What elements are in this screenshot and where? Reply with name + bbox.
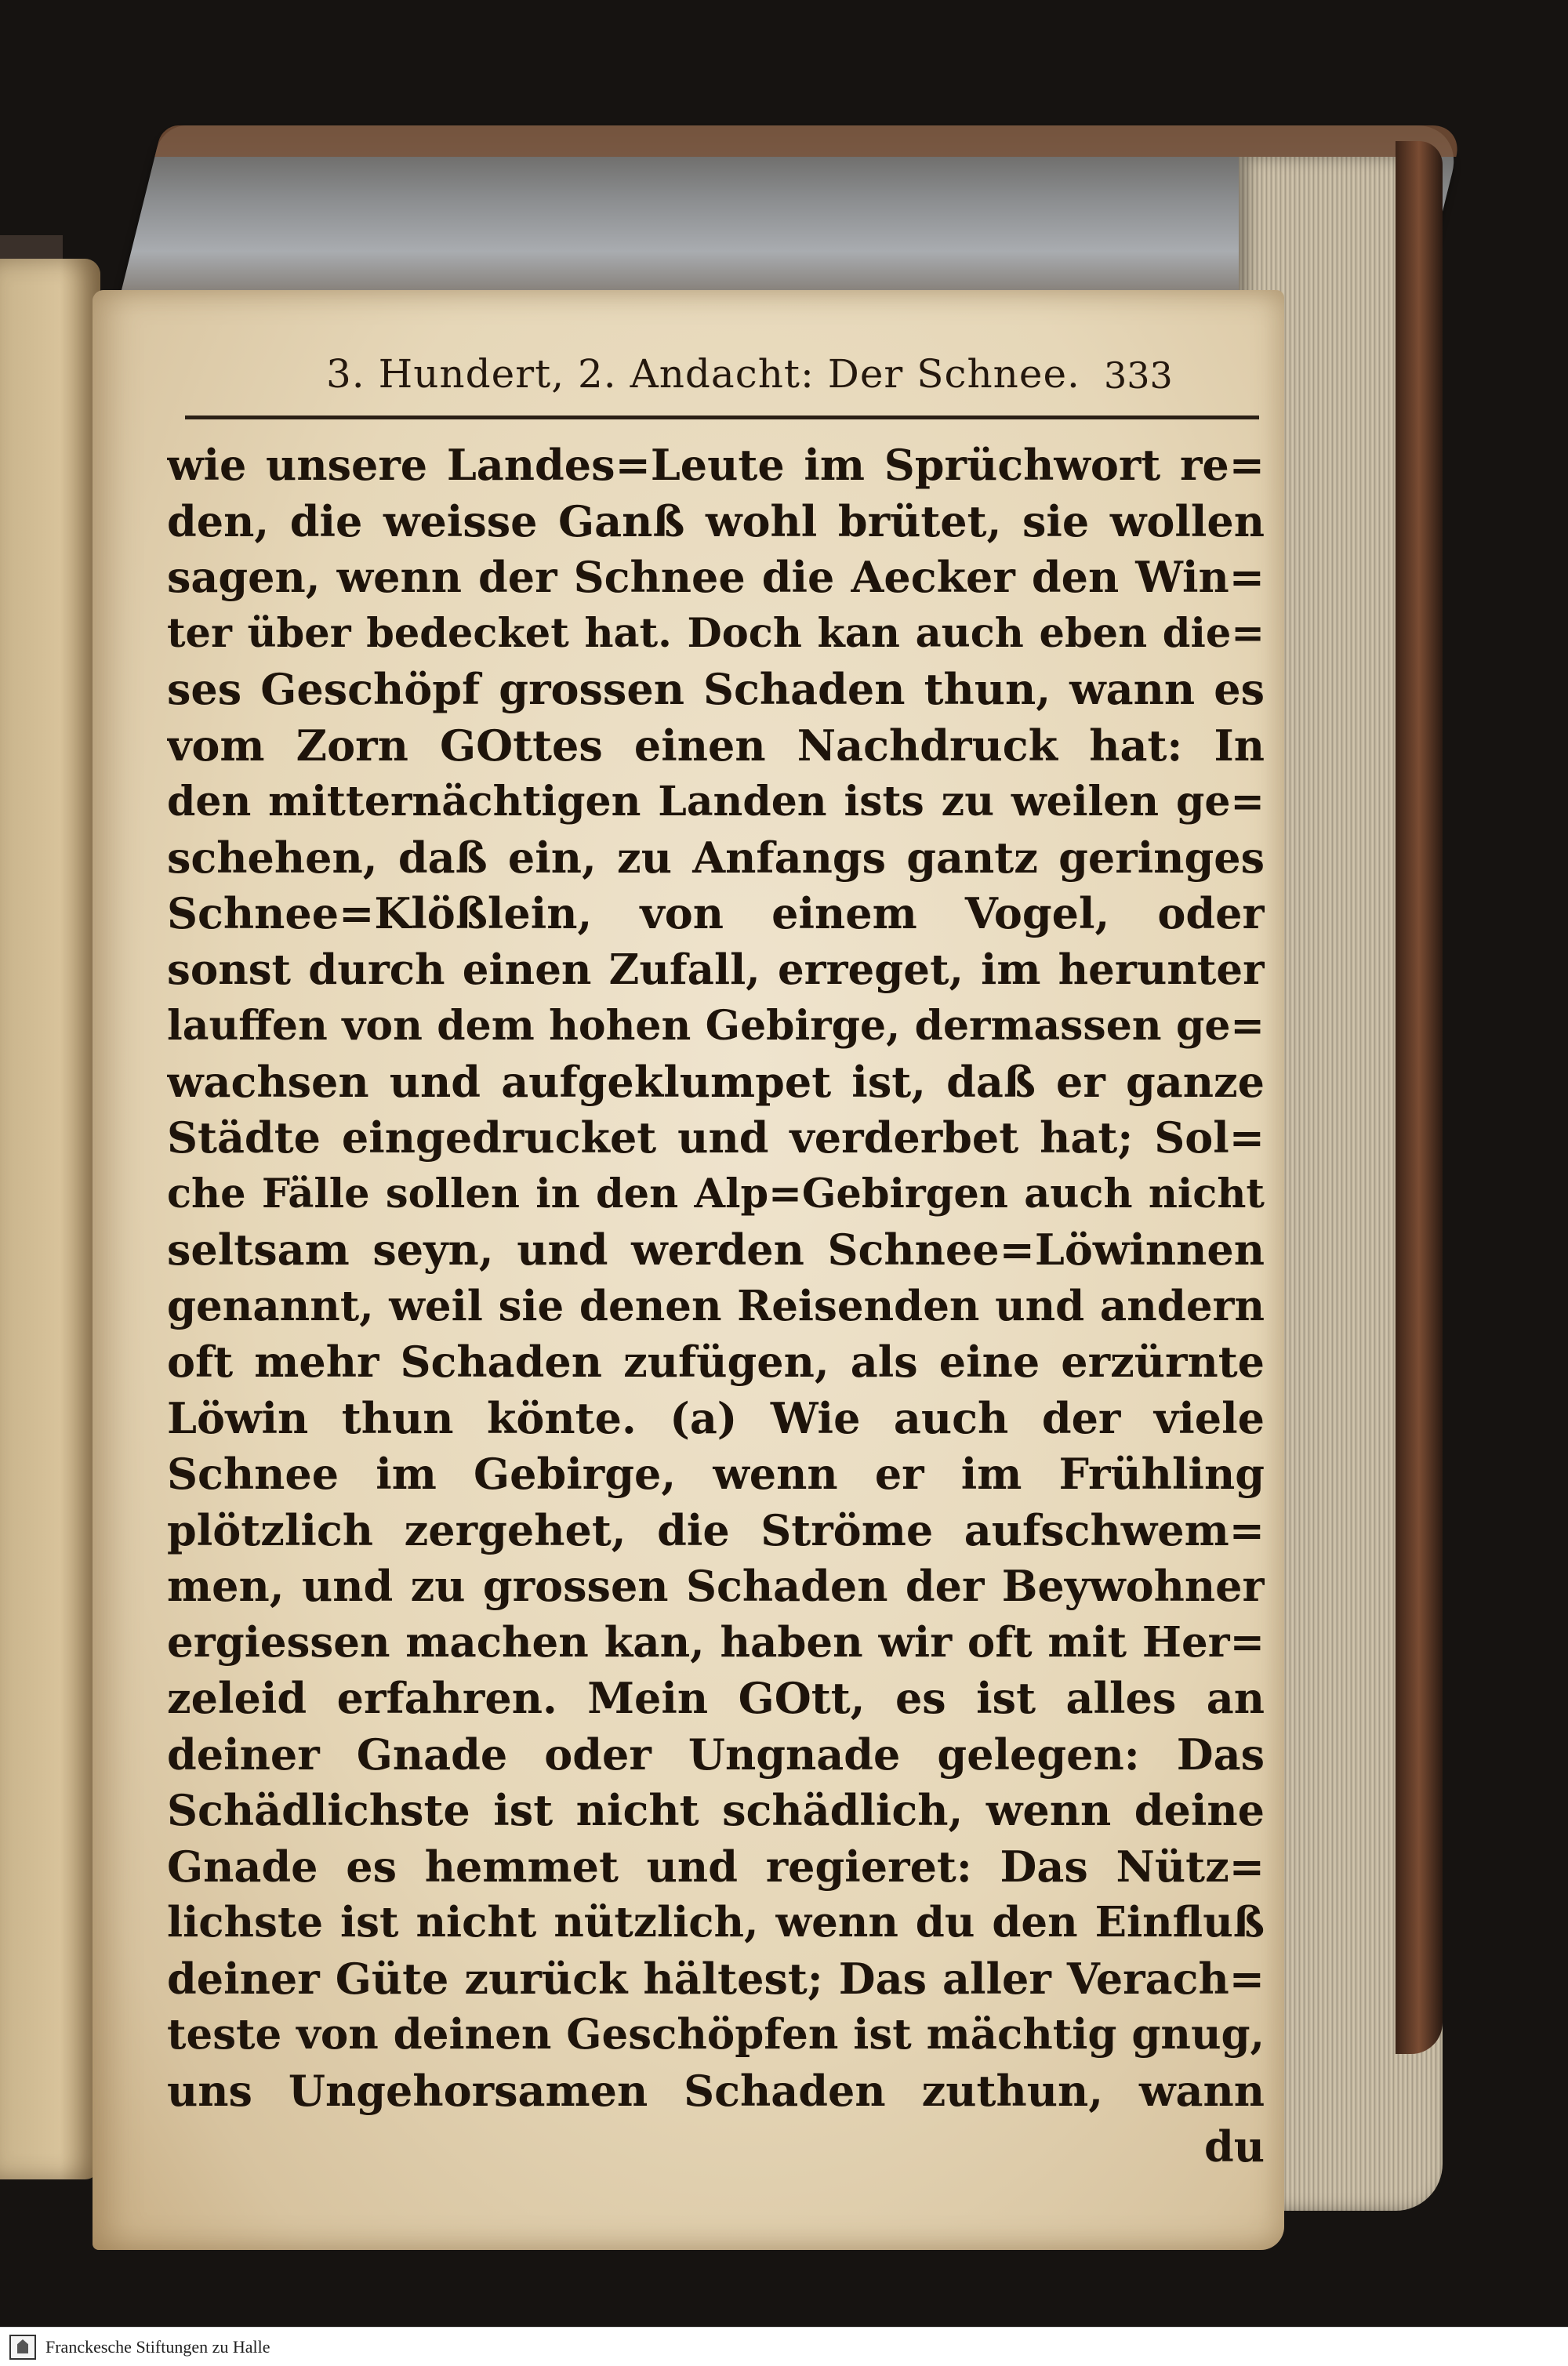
text-line: schehen, daß ein, zu Anfangs gantz geringes <box>167 832 1265 883</box>
text-line: vom Zorn GOttes einen Nachdruck hat: In <box>167 720 1265 771</box>
footer-institution[interactable]: Franckesche Stiftungen zu Halle <box>45 2337 270 2357</box>
text-line: wachsen und aufgeklumpet ist, daß er ganze <box>167 1056 1265 1107</box>
text-line: ergiessen machen kan, haben wir oft mit Her= <box>167 1617 1265 1667</box>
text-line: seltsam seyn, und werden Schnee=Löwinnen <box>167 1225 1265 1275</box>
text-line: oft mehr Schaden zufügen, als eine erzürnte <box>167 1337 1265 1387</box>
book-cover-edge <box>1396 141 1443 2054</box>
text-line: deiner Güte zurück hältest; Das aller Verach= <box>167 1953 1265 2004</box>
text-line: teste von deinen Geschöpfen ist mächtig gnug, <box>167 2010 1265 2059</box>
body-text <box>167 437 1265 2175</box>
text-line: Schnee=Klößlein, von einem Vogel, oder <box>167 888 1265 938</box>
text-line: den, die weisse Ganß wohl brütet, sie wollen <box>167 495 1265 546</box>
text-line: che Fälle sollen in den Alp=Gebirgen auch nicht <box>167 1170 1265 1217</box>
left-page-fragment <box>0 259 100 2179</box>
book-page <box>93 290 1284 2250</box>
text-line: zeleid erfahren. Mein GOtt, es ist alles an <box>167 1673 1265 1723</box>
text-line: sonst durch einen Zufall, erreget, im herunter <box>167 945 1265 994</box>
page-number: 333 <box>1104 354 1173 397</box>
text-line: ter über bedecket hat. Doch kan auch eben die= <box>167 609 1265 657</box>
text-line: Gnade es hemmet und regieret: Das Nütz= <box>167 1841 1265 1892</box>
text-line: Löwin thun könte. (a) Wie auch der viele <box>167 1392 1265 1443</box>
text-line: lichste ist nicht nützlich, wenn du den Einfluß <box>167 1898 1265 1947</box>
catchword: du <box>1203 2121 1265 2172</box>
footer-bar <box>0 2327 1568 2366</box>
text-line: men, und zu grossen Schaden der Beywohner <box>167 1561 1265 1611</box>
text-line: Schädlichste ist nicht schädlich, wenn deine <box>167 1785 1265 1835</box>
text-line: genannt, weil sie denen Reisenden und andern <box>167 1281 1265 1330</box>
text-line: wie unsere Landes=Leute im Sprüchwort re= <box>167 440 1265 490</box>
running-head: 3. Hundert, 2. Andacht: Der Schnee. <box>326 351 1080 397</box>
text-line: den mitternächtigen Landen ists zu weilen ge= <box>167 778 1265 826</box>
text-line: deiner Gnade oder Ungnade gelegen: Das <box>167 1729 1265 1780</box>
text-line: Städte eingedrucket und verderbet hat; Sol= <box>167 1112 1265 1163</box>
text-line: sagen, wenn der Schnee die Aecker den Win= <box>167 552 1265 602</box>
text-line: Schnee im Gebirge, wenn er im Frühling <box>167 1449 1265 1499</box>
text-line: ses Geschöpf grossen Schaden thun, wann es <box>167 664 1265 714</box>
header-rule <box>185 416 1259 419</box>
institution-logo-icon <box>9 2335 36 2360</box>
text-line: plötzlich zergehet, die Ströme aufschwem= <box>167 1504 1265 1555</box>
text-line: uns Ungehorsamen Schaden zuthun, wann <box>167 2065 1265 2116</box>
text-line: lauffen von dem hohen Gebirge, dermassen ge= <box>167 1002 1265 1050</box>
